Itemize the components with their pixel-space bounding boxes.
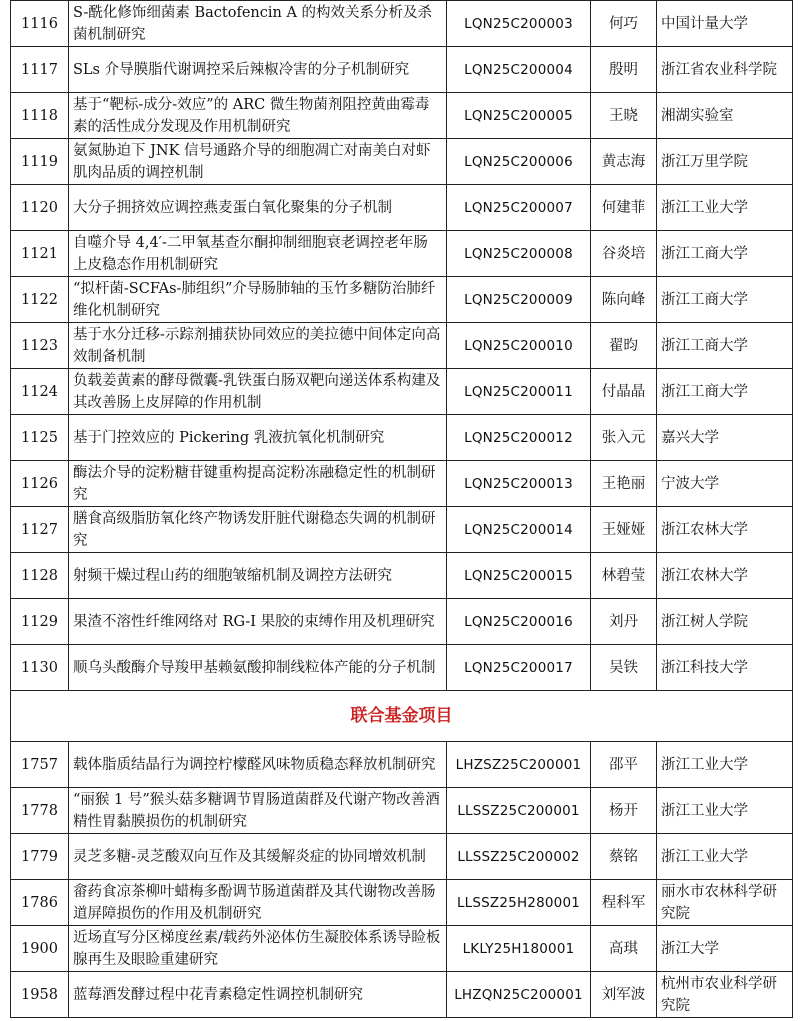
institution: 丽水市农林科学研究院 [657,880,793,926]
project-number: 1900 [11,926,69,972]
principal-investigator: 陈向峰 [591,277,657,323]
project-code: LQN25C200016 [447,599,591,645]
project-number: 1119 [11,139,69,185]
table-body-general [11,1,793,691]
project-title: 基于门控效应的 Pickering 乳液抗氧化机制研究 [69,415,447,461]
project-code: LQN25C200014 [447,507,591,553]
project-title: 基于水分迁移-示踪剂捕获协同效应的美拉德中间体定向高效制备机制 [69,323,447,369]
project-title: 膳食高级脂肪氧化终产物诱发肝脏代谢稳态失调的机制研究 [69,507,447,553]
project-title: S-酰化修饰细菌素 Bactofencin A 的构效关系分析及杀菌机制研究 [69,1,447,47]
project-title: 基于“靶标-成分-效应”的 ARC 微生物菌剂阻控黄曲霉毒素的活性成分发现及作用机制研究 [69,93,447,139]
institution: 浙江省农业科学院 [657,47,793,93]
institution: 中国计量大学 [657,1,793,47]
table-row [11,47,793,93]
institution: 浙江工商大学 [657,323,793,369]
principal-investigator: 刘丹 [591,599,657,645]
principal-investigator: 翟昀 [591,323,657,369]
project-code: LQN25C200005 [447,93,591,139]
project-code: LKLY25H180001 [447,926,591,972]
principal-investigator: 王娅娅 [591,507,657,553]
project-number: 1120 [11,185,69,231]
project-number: 1127 [11,507,69,553]
table-row [11,742,793,788]
principal-investigator: 张入元 [591,415,657,461]
institution: 浙江万里学院 [657,139,793,185]
principal-investigator: 邵平 [591,742,657,788]
table-row [11,93,793,139]
institution: 浙江农林大学 [657,507,793,553]
institution: 浙江工商大学 [657,231,793,277]
project-title: 果渣不溶性纤维网络对 RG-I 果胶的束缚作用及机理研究 [69,599,447,645]
principal-investigator: 王艳丽 [591,461,657,507]
project-code: LQN25C200012 [447,415,591,461]
table-row [11,553,793,599]
institution: 嘉兴大学 [657,415,793,461]
table-row [11,599,793,645]
project-title: 氨氮胁迫下 JNK 信号通路介导的细胞凋亡对南美白对虾肌肉品质的调控机制 [69,139,447,185]
project-number: 1958 [11,972,69,1018]
project-number: 1129 [11,599,69,645]
project-number: 1757 [11,742,69,788]
table-row [11,369,793,415]
table-row [11,972,793,1018]
section-title: 联合基金项目 [11,691,793,742]
project-code: LQN25C200011 [447,369,591,415]
project-code: LLSSZ25H280001 [447,880,591,926]
institution: 浙江工业大学 [657,742,793,788]
project-title: 负载姜黄素的酵母微囊-乳铁蛋白肠双靶向递送体系构建及其改善肠上皮屏障的作用机制 [69,369,447,415]
table-row [11,139,793,185]
institution: 湘湖实验室 [657,93,793,139]
table-row [11,461,793,507]
project-code: LHZQN25C200001 [447,972,591,1018]
table-row [11,1,793,47]
table-row [11,323,793,369]
principal-investigator: 高琪 [591,926,657,972]
project-code: LQN25C200009 [447,277,591,323]
project-title: 酶法介导的淀粉糖苷键重构提高淀粉冻融稳定性的机制研究 [69,461,447,507]
institution: 浙江工业大学 [657,788,793,834]
table-row [11,788,793,834]
project-title: “拟杆菌-SCFAs-肺组织”介导肠肺轴的玉竹多糖防治肺纤维化机制研究 [69,277,447,323]
project-title: “丽猴 1 号”猴头菇多糖调节胃肠道菌群及代谢产物改善酒精性胃黏膜损伤的机制研究 [69,788,447,834]
table-row [11,277,793,323]
project-title: 自噬介导 4,4′-二甲氧基查尔酮抑制细胞衰老调控老年肠上皮稳态作用机制研究 [69,231,447,277]
principal-investigator: 付晶晶 [591,369,657,415]
project-number: 1116 [11,1,69,47]
principal-investigator: 刘军波 [591,972,657,1018]
project-title: 畲药食凉茶柳叶蜡梅多酚调节肠道菌群及其代谢物改善肠道屏障损伤的作用及机制研究 [69,880,447,926]
project-number: 1128 [11,553,69,599]
principal-investigator: 黄志海 [591,139,657,185]
project-code: LQN25C200004 [447,47,591,93]
project-title: 灵芝多糖-灵芝酸双向互作及其缓解炎症的协同增效机制 [69,834,447,880]
principal-investigator: 林碧莹 [591,553,657,599]
principal-investigator: 王晓 [591,93,657,139]
project-code: LQN25C200015 [447,553,591,599]
project-number: 1121 [11,231,69,277]
project-code: LQN25C200017 [447,645,591,691]
principal-investigator: 杨开 [591,788,657,834]
principal-investigator: 蔡铭 [591,834,657,880]
table-section [11,691,793,742]
project-number: 1779 [11,834,69,880]
table-body-joint-fund [11,742,793,1018]
project-code: LLSSZ25C200002 [447,834,591,880]
project-number: 1125 [11,415,69,461]
principal-investigator: 何建菲 [591,185,657,231]
project-code: LQN25C200007 [447,185,591,231]
project-number: 1118 [11,93,69,139]
principal-investigator: 谷炎培 [591,231,657,277]
project-title: 射频干燥过程山药的细胞皱缩机制及调控方法研究 [69,553,447,599]
institution: 浙江工商大学 [657,369,793,415]
institution: 浙江农林大学 [657,553,793,599]
project-number: 1130 [11,645,69,691]
institution: 浙江工商大学 [657,277,793,323]
table-row [11,880,793,926]
table-row [11,645,793,691]
institution: 浙江科技大学 [657,645,793,691]
project-title: 顺乌头酸酶介导羧甲基赖氨酸抑制线粒体产能的分子机制 [69,645,447,691]
project-title: 大分子拥挤效应调控燕麦蛋白氧化聚集的分子机制 [69,185,447,231]
table-row [11,415,793,461]
table-row [11,231,793,277]
principal-investigator: 何巧 [591,1,657,47]
project-code: LQN25C200003 [447,1,591,47]
table-row [11,185,793,231]
institution: 浙江工业大学 [657,834,793,880]
project-code: LLSSZ25C200001 [447,788,591,834]
project-code: LHZSZ25C200001 [447,742,591,788]
project-number: 1126 [11,461,69,507]
institution: 浙江树人学院 [657,599,793,645]
institution: 宁波大学 [657,461,793,507]
principal-investigator: 吴铁 [591,645,657,691]
project-code: LQN25C200006 [447,139,591,185]
section-header-row [11,691,793,742]
institution: 杭州市农业科学研究院 [657,972,793,1018]
project-number: 1117 [11,47,69,93]
project-table [10,0,793,1018]
institution: 浙江工业大学 [657,185,793,231]
project-title: SLs 介导膜脂代谢调控采后辣椒冷害的分子机制研究 [69,47,447,93]
table-row [11,834,793,880]
principal-investigator: 殷明 [591,47,657,93]
principal-investigator: 程科军 [591,880,657,926]
project-code: LQN25C200013 [447,461,591,507]
project-code: LQN25C200008 [447,231,591,277]
project-number: 1786 [11,880,69,926]
project-title: 蓝莓酒发酵过程中花青素稳定性调控机制研究 [69,972,447,1018]
project-number: 1778 [11,788,69,834]
project-title: 近场直写分区梯度丝素/载药外泌体仿生凝胶体系诱导睑板腺再生及眼睑重建研究 [69,926,447,972]
institution: 浙江大学 [657,926,793,972]
table-row [11,507,793,553]
table-row [11,926,793,972]
project-title: 载体脂质结晶行为调控柠檬醛风味物质稳态释放机制研究 [69,742,447,788]
project-code: LQN25C200010 [447,323,591,369]
project-number: 1123 [11,323,69,369]
project-number: 1124 [11,369,69,415]
project-number: 1122 [11,277,69,323]
